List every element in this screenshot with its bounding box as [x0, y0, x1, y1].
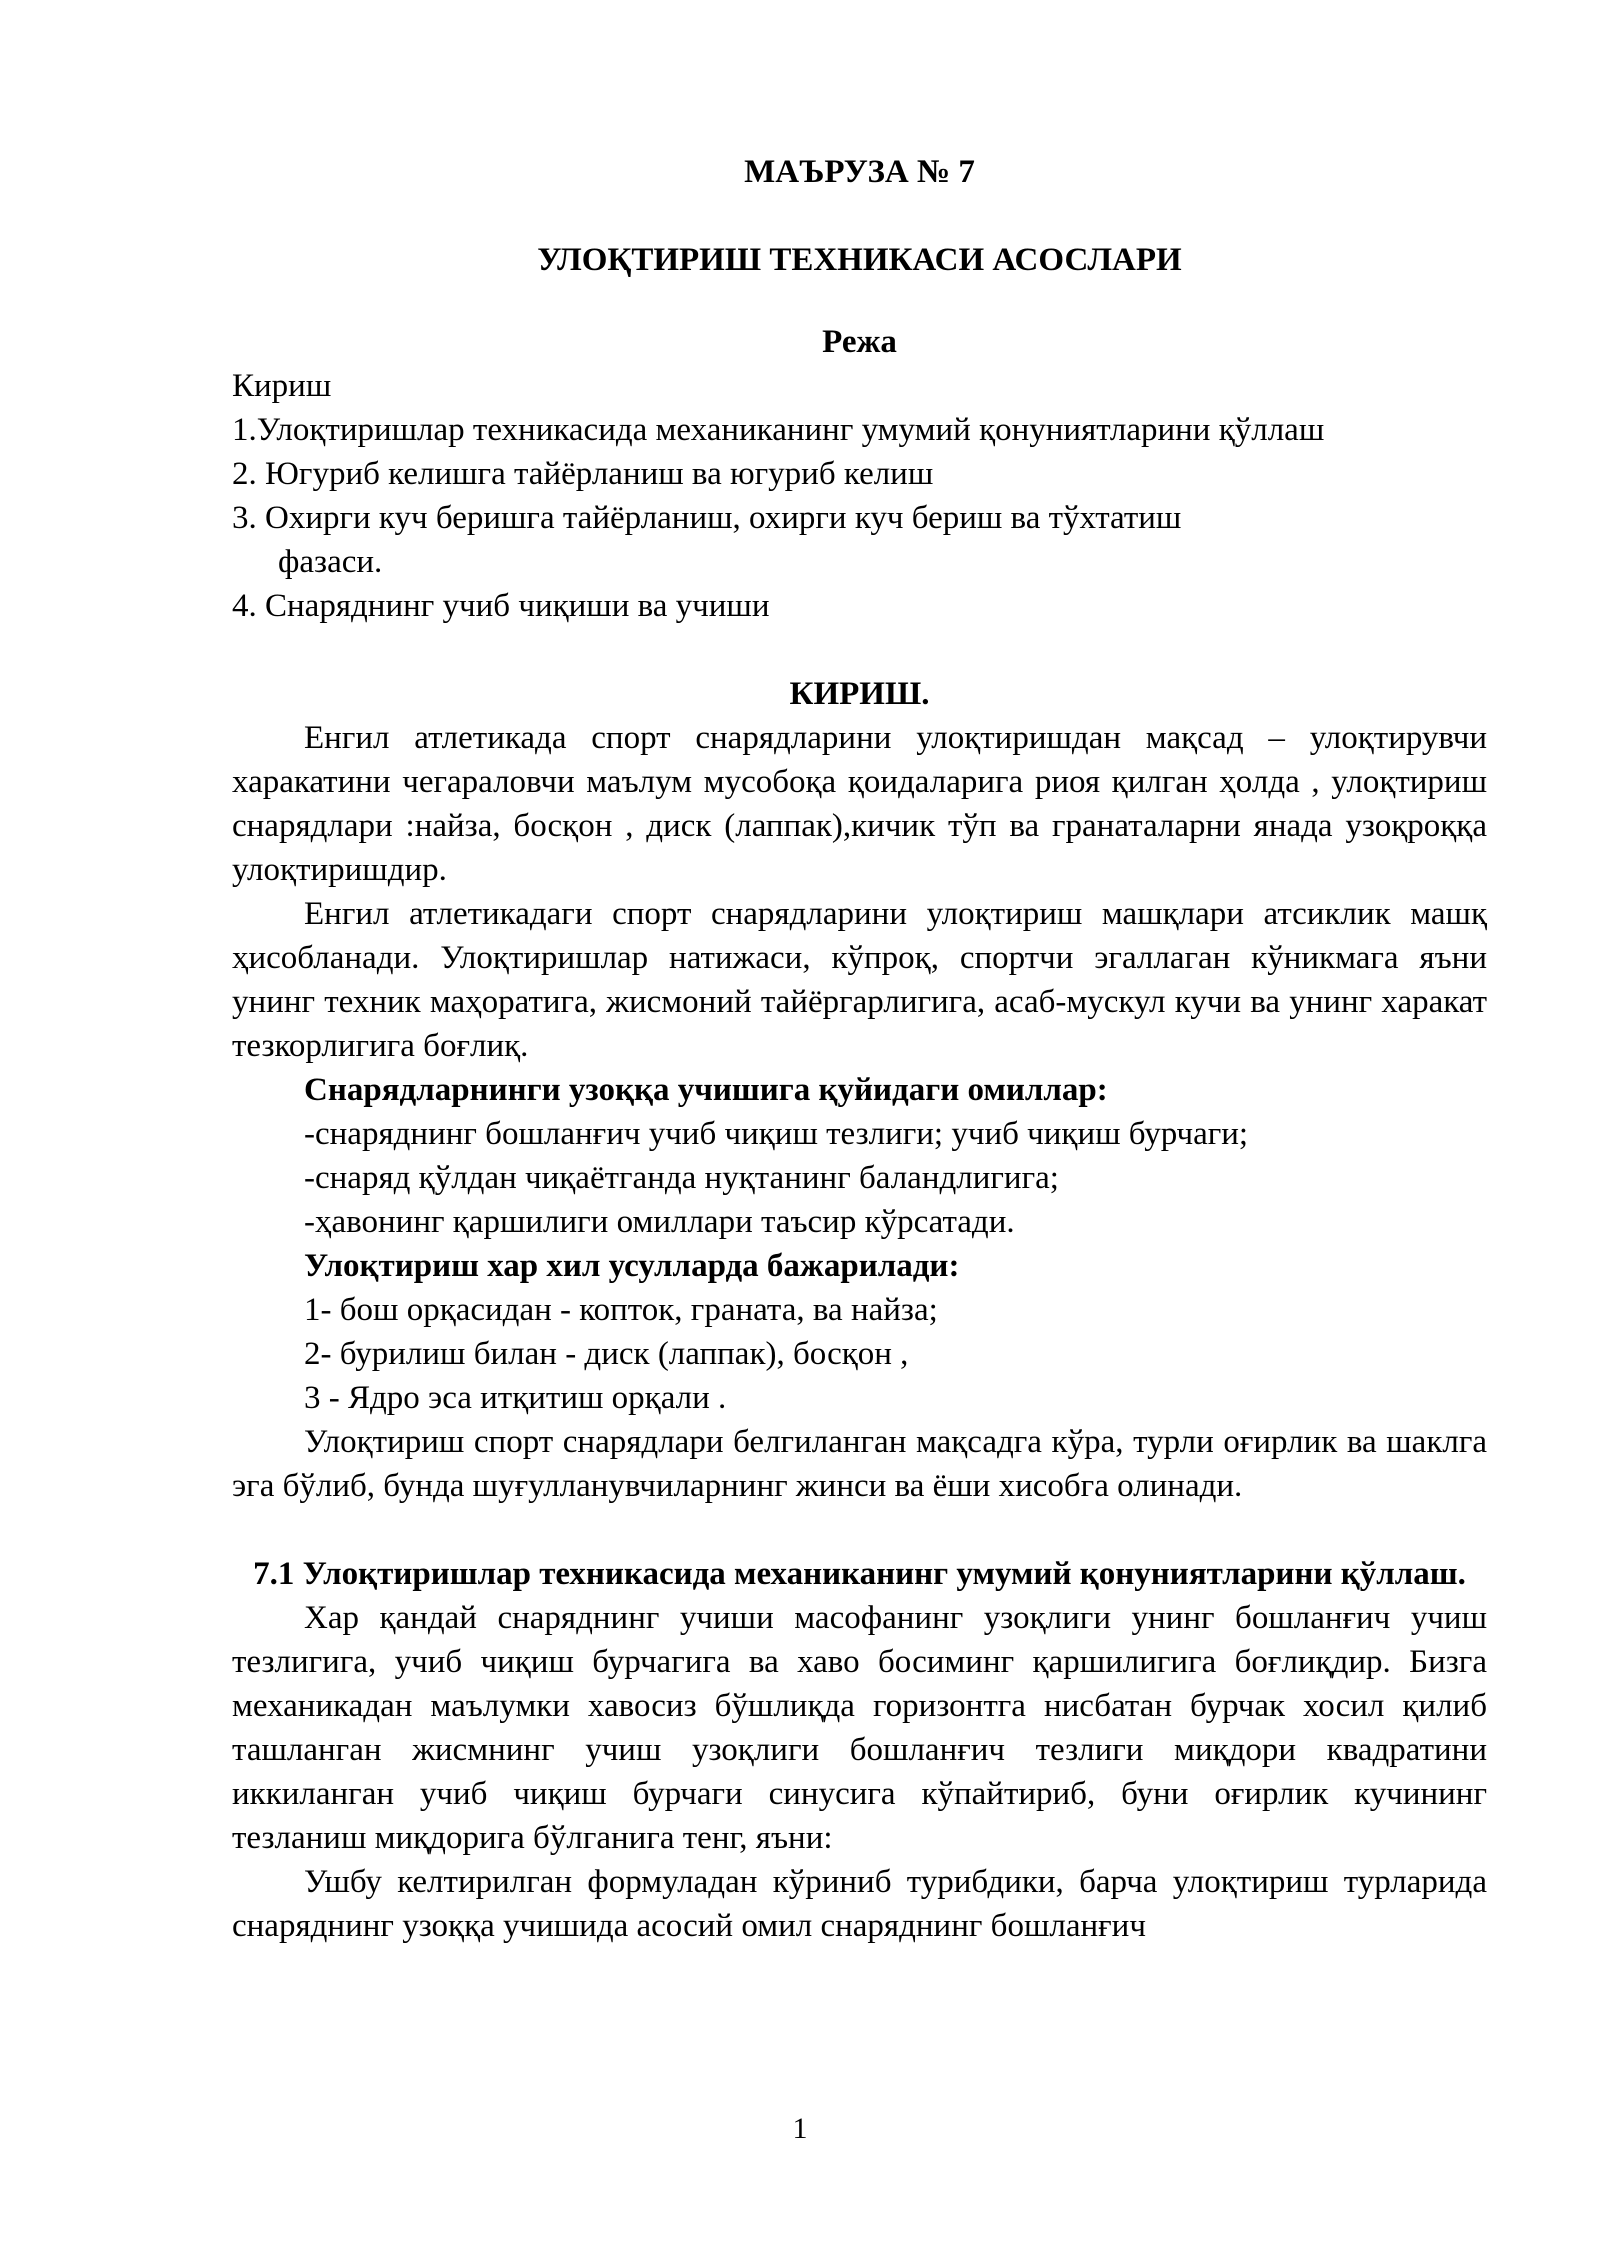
intro-paragraph: Улоқтириш спорт снарядлари белгиланган мақсадга кўра, турли оғирлик ва шаклга эга бўлиб, бунда шуғулланувчиларнинг жинси ва ёши хисобга олинади.: [232, 1424, 1487, 1504]
section-heading: 7.1 Улоқтиришлар техникасида механиканинг умумий қонуниятларини қўллаш.: [253, 1556, 1466, 1592]
plan-item: 4. Снаряднинг учиб чиқиши ва учиши: [232, 588, 770, 624]
lecture-topic: УЛОҚТИРИШ ТЕХНИКАСИ АСОСЛАРИ: [537, 242, 1182, 278]
plan-item: 2. Югуриб келишга тайёрланиш ва югуриб келиш: [232, 456, 934, 492]
plan-title: Режа: [822, 324, 897, 360]
factors-heading: Снарядларнинги узоққа учишига қуйидаги омиллар:: [304, 1072, 1108, 1108]
method-item: 1- бош орқасидан - копток, граната, ва найза;: [304, 1292, 938, 1328]
intro-paragraph: Енгил атлетикада спорт снарядларини улоқтиришдан мақсад – улоқтирувчи харакатини чегараловчи маълум мусобоқа қоидаларига риоя қилган ҳолда , улоқтириш снарядлари :найза, босқон , диск (лаппак),кичик тўп ва гранаталарни янада узоқроққа улоқтиришдир.: [232, 720, 1487, 888]
method-item: 3 - Ядро эса итқитиш орқали .: [304, 1380, 727, 1416]
lecture-number: МАЪРУЗА № 7: [744, 154, 975, 190]
page-content: [232, 150, 1487, 1948]
plan-item-continuation: фазаси.: [278, 544, 383, 580]
factor-item: -снаряднинг бошланғич учиб чиқиш тезлиги; учиб чиқиш бурчаги;: [304, 1116, 1249, 1152]
methods-heading: Улоқтириш хар хил усулларда бажарилади:: [304, 1248, 960, 1284]
factor-item: -ҳавонинг қаршилиги омиллари таъсир кўрсатади.: [304, 1204, 1015, 1240]
plan-item: 3. Охирги куч беришга тайёрланиш, охирги куч бериш ва тўхтатиш: [232, 500, 1182, 536]
plan-list: [232, 364, 1487, 628]
method-item: 2- бурилиш билан - диск (лаппак), босқон ,: [304, 1336, 909, 1372]
intro-heading: КИРИШ.: [789, 676, 930, 712]
page-number: 1: [792, 2112, 808, 2145]
section-paragraph: Ушбу келтирилган формуладан кўриниб турибдики, барча улоқтириш турларида снаряднинг узоққа учишида асосий омил снаряднинг бошланғич: [232, 1864, 1487, 1944]
factor-item: -снаряд қўлдан чиқаётганда нуқтанинг баландлигига;: [304, 1160, 1059, 1196]
section-paragraph: Хар қандай снаряднинг учиши масофанинг узоқлиги унинг бошланғич учиш тезлигига, учиб чиқиш бурчагига ва хаво босиминг қаршилигига боғлиқдир. Бизга механикадан маълумки хавосиз бўшлиқда горизонтга нисбатан бурчак хосил қилиб ташланган жисмнинг учиш узоқлиги бошланғич тезлиги миқдори квадратини иккиланган учиб чиқиш бурчаги синусига кўпайтириб, буни оғирлик кучининг тезланиш миқдорига бўлганига тенг, яъни:: [232, 1600, 1487, 1856]
plan-item: Кириш: [232, 368, 332, 404]
intro-paragraph: Енгил атлетикадаги спорт снарядларини улоқтириш машқлари атсиклик машқ ҳисобланади. Улоқтиришлар натижаси, кўпроқ, спортчи эгаллаган кўникмага яъни унинг техник маҳоратига, жисмоний тайёргарлигига, асаб-мускул кучи ва унинг харакат тезкорлигига боғлиқ.: [232, 896, 1487, 1064]
plan-item: 1.Улоқтиришлар техникасида механиканинг умумий қонуниятларини қўллаш: [232, 412, 1325, 448]
